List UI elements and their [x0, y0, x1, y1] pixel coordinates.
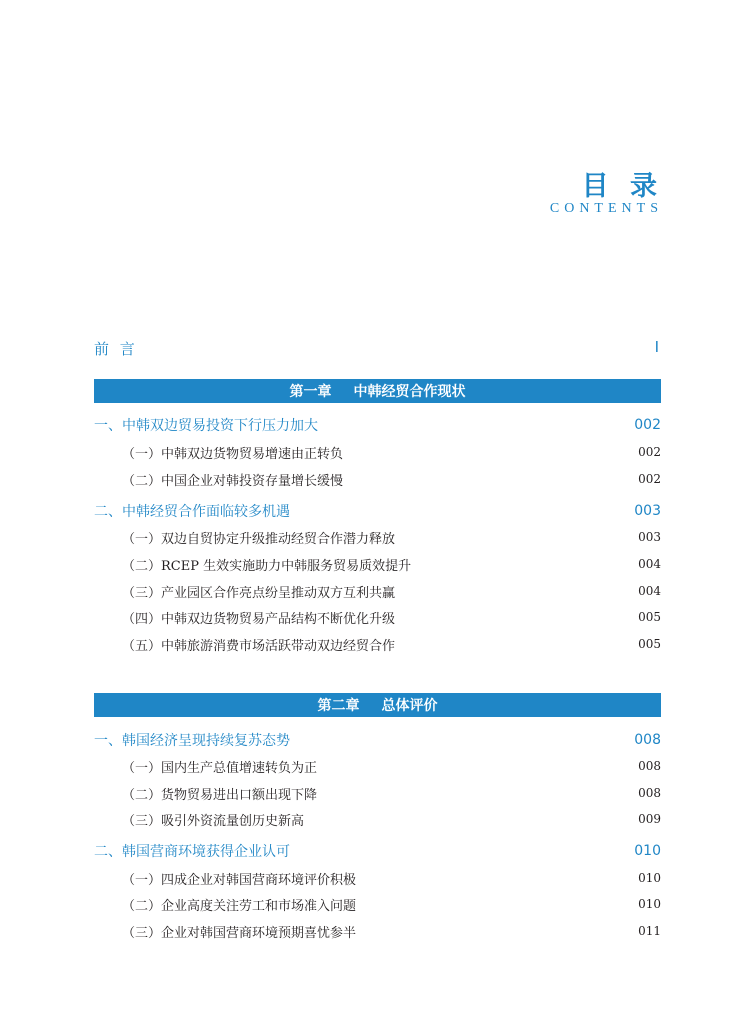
item-label: （二）RCEP 生效实施助力中韩服务贸易质效提升	[122, 558, 412, 574]
item-page: 010	[638, 897, 661, 911]
preface-label[interactable]: 前 言	[94, 340, 138, 358]
section-label: 二、韩国营商环境获得企业认可	[94, 844, 290, 860]
item-page: 002	[638, 472, 661, 486]
item-page: 009	[638, 812, 661, 826]
section-page: 002	[634, 417, 661, 433]
preface-page: I	[654, 338, 659, 356]
chapter-2-name: 总体评价	[381, 698, 438, 714]
item-page: 011	[638, 924, 661, 938]
chapter-2-heading[interactable]	[94, 693, 661, 717]
toc-item[interactable]	[94, 868, 661, 888]
section-page: 010	[634, 843, 661, 859]
section-label: 一、中韩双边贸易投资下行压力加大	[94, 418, 318, 434]
section-label: 一、韩国经济呈现持续复苏态势	[94, 733, 290, 749]
chapter-1-heading[interactable]	[94, 379, 661, 403]
toc-item[interactable]	[94, 894, 661, 914]
toc-item[interactable]	[94, 607, 661, 627]
toc-item[interactable]	[94, 783, 661, 803]
item-label: （三）吸引外资流量创历史新高	[122, 813, 305, 829]
item-label: （一）双边自贸协定升级推动经贸合作潜力释放	[122, 531, 396, 547]
section-label: 二、中韩经贸合作面临较多机遇	[94, 504, 290, 520]
item-label: （四）中韩双边货物贸易产品结构不断优化升级	[122, 611, 396, 627]
item-page: 005	[638, 610, 661, 624]
item-page: 005	[638, 637, 661, 651]
item-page: 004	[638, 584, 661, 598]
toc-section[interactable]	[94, 841, 661, 861]
toc-item[interactable]	[94, 921, 661, 941]
toc-subtitle: CONTENTS	[549, 201, 663, 216]
toc-item[interactable]	[94, 469, 661, 489]
toc-item[interactable]	[94, 809, 661, 829]
item-page: 008	[638, 759, 661, 773]
toc-title: 目 录	[581, 171, 663, 202]
item-label: （三）企业对韩国营商环境预期喜忧参半	[122, 925, 357, 941]
item-label: （二）中国企业对韩投资存量增长缓慢	[122, 473, 344, 489]
chapter-1-number: 第一章	[289, 384, 332, 400]
toc-item[interactable]	[94, 581, 661, 601]
item-page: 008	[638, 786, 661, 800]
toc-section[interactable]	[94, 415, 661, 435]
toc-item[interactable]	[94, 634, 661, 654]
section-page: 003	[634, 503, 661, 519]
toc-section[interactable]	[94, 501, 661, 521]
item-page: 002	[638, 445, 661, 459]
toc-item[interactable]	[94, 756, 661, 776]
section-page: 008	[634, 732, 661, 748]
item-label: （二）企业高度关注劳工和市场准入问题	[122, 898, 357, 914]
item-page: 004	[638, 557, 661, 571]
item-label: （三）产业园区合作亮点纷呈推动双方互利共赢	[122, 585, 396, 601]
chapter-2-number: 第二章	[317, 698, 360, 714]
item-label: （一）中韩双边货物贸易增速由正转负	[122, 446, 344, 462]
item-label: （五）中韩旅游消费市场活跃带动双边经贸合作	[122, 638, 396, 654]
item-page: 010	[638, 871, 661, 885]
item-label: （二）货物贸易进出口额出现下降	[122, 787, 318, 803]
item-label: （一）国内生产总值增速转负为正	[122, 760, 318, 776]
toc-item[interactable]	[94, 527, 661, 547]
toc-item[interactable]	[94, 554, 661, 574]
toc-section[interactable]	[94, 730, 661, 750]
toc-item[interactable]	[94, 442, 661, 462]
item-page: 003	[638, 530, 661, 544]
chapter-1-name: 中韩经贸合作现状	[353, 384, 466, 400]
item-label: （一）四成企业对韩国营商环境评价积极	[122, 872, 357, 888]
